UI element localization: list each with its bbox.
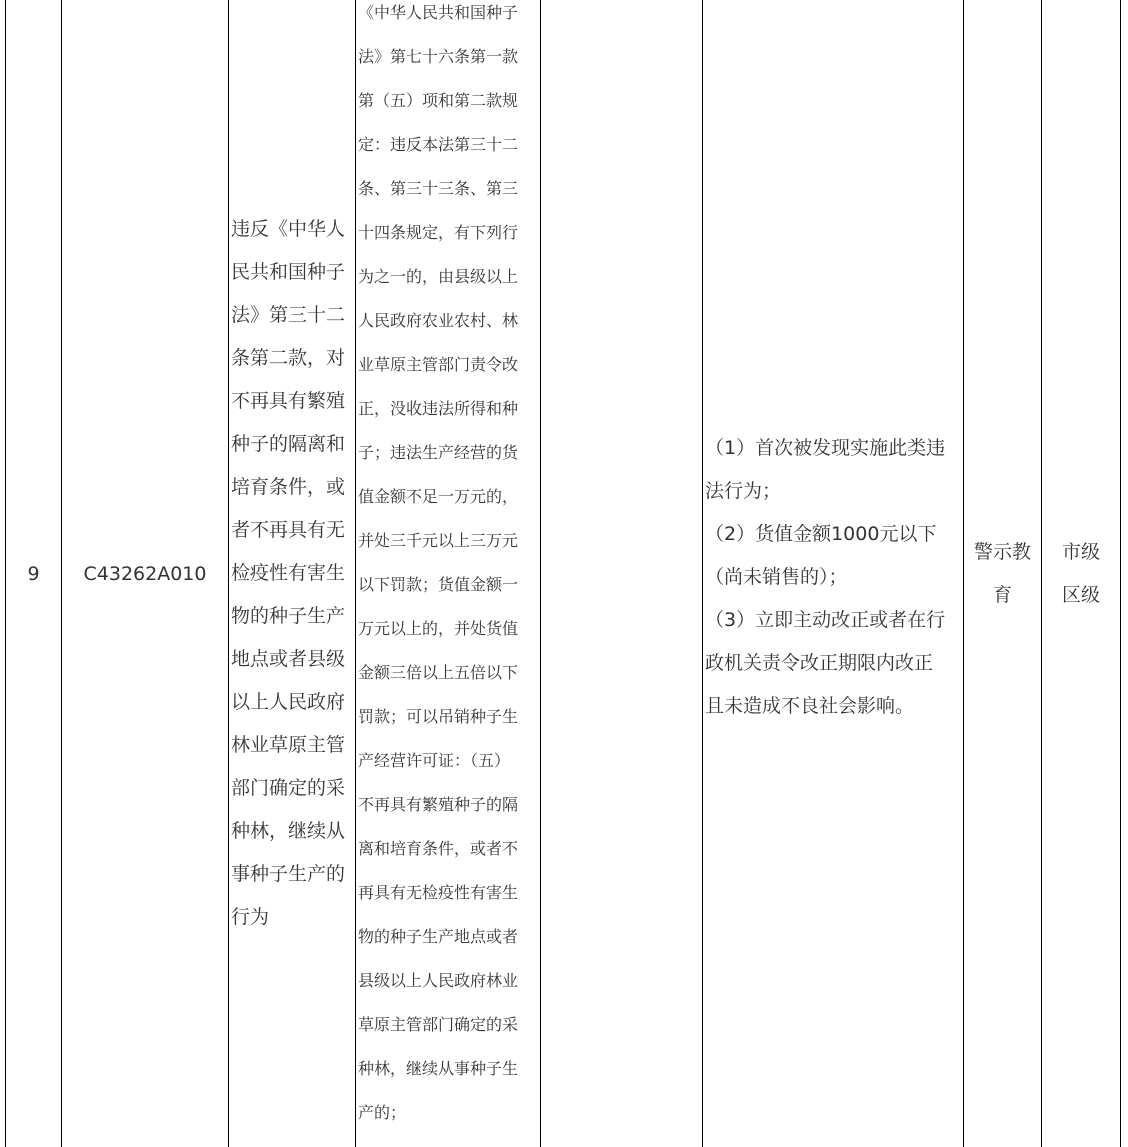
conditions-cell — [703, 0, 963, 1147]
legal-basis-text: 《中华人民共和国种子 法》第七十六条第一款 第（五）项和第二款规 定：违反本法第三十二 条、第三十三条、第三 十四条规定，有下列行 为之一的，由县级以上 人民政府农业农村、林 业草原主管部门责令改 正，没收违法所得和种 子；违法生产经营的货 值金额不足一万元的， 并处三千元以上三万元 以下罚款；货值金额一 万元以上的，并处货值 金额三倍以上五倍以下 罚款；可以吊销种子生 产经营许可证：（五） 不再具有繁殖种子的隔 离和培育条件，或者不 再具有无检疫性有害生 物的种子生产地点或者 县级以上人民政府林业 草原主管部门确定的采 种林，继续从事种子生 产的； — [358, 2, 519, 1122]
item-code-cell — [62, 0, 228, 1147]
level-cell — [1042, 0, 1120, 1147]
legal-basis-cell — [356, 0, 540, 1147]
column-border — [1120, 0, 1121, 1147]
row-number-cell — [6, 0, 61, 1147]
item-code: C43262A010 — [83, 562, 207, 585]
empty-cell — [541, 0, 702, 1147]
conditions-text: （1）首次被发现实施此类违 法行为； （2）货值金额1000元以下 （尚未销售的）； （3）立即主动改正或者在行 政机关责令改正期限内改正 且未造成不良社会影响。 — [705, 437, 946, 717]
measure-cell — [964, 0, 1041, 1147]
violation-cell — [229, 0, 355, 1147]
violation-text: 违反《中华人 民共和国种子 法》第三十二 条第二款，对 不再具有繁殖 种子的隔离和 培育条件，或 者不再具有无 检疫性有害生 物的种子生产 地点或者县级 以上人民政府 林业草原主管 部门确定的采 种林，继续从 事种子生产的 行为 — [231, 218, 346, 928]
level-text: 市级 区级 — [1061, 540, 1100, 606]
measure-text: 警示教 育 — [973, 540, 1031, 606]
row-number: 9 — [27, 562, 40, 585]
